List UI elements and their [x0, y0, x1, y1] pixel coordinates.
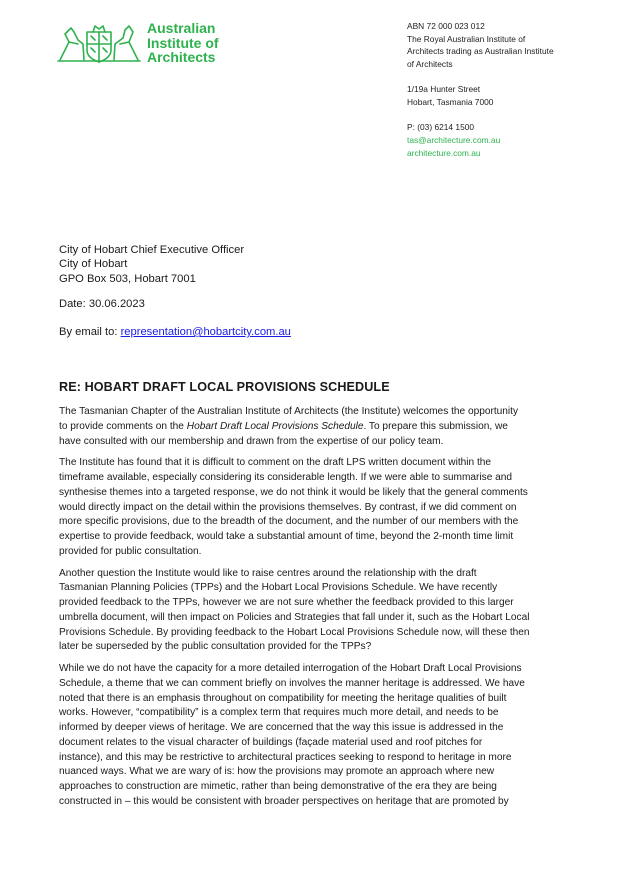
document-title: Hobart Draft Local Provisions Schedule: [186, 420, 364, 432]
logo-line: Institute of: [147, 34, 219, 51]
text-line: provided feedback to the TPPs, however we are not sure whether the feedback provided to this larger: [59, 597, 514, 608]
address-line: Hobart, Tasmania 7000: [407, 97, 494, 108]
legal-name-line: of Architects: [407, 59, 453, 70]
email-prefix: By email to:: [59, 326, 121, 338]
legal-name-line: Architects trading as Australian Institute: [407, 46, 554, 57]
kangaroo-emu-crest-icon: [57, 20, 141, 64]
text-line: would directly impact on the detail within the provisions themselves. By contrast, if we did comment on: [59, 501, 517, 513]
address-line: 1/19a Hunter Street: [407, 84, 481, 95]
recipient-email-link[interactable]: representation@hobartcity.com.au: [120, 326, 291, 338]
text-line: Another question the Institute would like to raise centres around the relationship with the draft: [59, 567, 477, 579]
text-line: informed by deeper views of heritage. We are concerned that the way this issue is addressed in the: [59, 722, 504, 733]
text-line: nuanced ways. What we are wary of is: how the provisions may promote an approach where new: [59, 766, 495, 778]
text-line: The Institute has found that it is difficult to comment on the draft LPS written document within the: [59, 457, 492, 469]
text-line: instance), and this may be restrictive to architectural practices seeking to respond to heritage in more: [59, 751, 512, 763]
text-span: . To prepare this submission, we: [363, 420, 508, 432]
logo-wordmark: [147, 21, 219, 65]
legal-details: [407, 20, 607, 71]
text-line: Schedule, a theme that we can comment briefly on involves the manner heritage is addressed. We have: [59, 677, 525, 689]
recipient-line: City of Hobart: [59, 258, 128, 271]
paragraph-difficulty: [59, 456, 564, 559]
text-line: works. However, “compatibility” is a complex term that requires much more detail, and needs to be: [59, 707, 499, 719]
email-line: [59, 325, 291, 339]
paragraph-intro: [59, 405, 564, 449]
abn: ABN 72 000 023 012: [407, 21, 485, 31]
letter-heading: RE: HOBART DRAFT LOCAL PROVISIONS SCHEDULE: [59, 380, 390, 394]
logo-line: Architects: [147, 49, 216, 65]
text-line: have consulted with our membership and drawn from the expertise of our policy team.: [59, 435, 444, 447]
letter-body: [59, 405, 564, 817]
text-line: umbrella document, will then impact on Policies and Strategies that fall under it, such as the Hobart Local: [59, 611, 530, 623]
contact-details: [407, 121, 607, 159]
paragraph-heritage: [59, 662, 564, 810]
text-line: document relates to the visual character of buildings (façade material used and roof pitches for: [59, 736, 483, 748]
text-line: timeframe available, especially considering its considerable length. If we were able to summarise and: [59, 472, 513, 483]
text-line: Provisions Schedule. By providing feedback to the Hobart Local Provisions Schedule now, will these then: [59, 626, 530, 638]
text-line: Tasmanian Planning Policies (TPPs) and the Hobart Local Provisions Schedule. We have recently: [59, 582, 498, 594]
text-line: While we do not have the capacity for a more detailed interrogation of the Hobart Draft Local Provisions: [59, 663, 522, 674]
text-line: noted that there is an emphasis throughout on compatibility for meeting the heritage qualities of built: [59, 692, 507, 704]
street-address: [407, 83, 607, 108]
recipient-line: GPO Box 503, Hobart 7001: [59, 272, 196, 285]
text-line: [59, 420, 564, 435]
website-link[interactable]: architecture.com.au: [407, 147, 481, 158]
letter-date: Date: 30.06.2023: [59, 298, 145, 310]
text-span: to provide comments on the: [59, 420, 187, 432]
text-line: more specific provisions, due to the breadth of the document, and the number of our members with the: [59, 516, 519, 528]
text-line: later be superseded by the public consultation provided for the TPPs?: [59, 641, 372, 653]
recipient-address: [59, 243, 244, 286]
aia-logo: [57, 20, 257, 70]
contact-email-link[interactable]: tas@architecture.com.au: [407, 134, 501, 145]
contact-block: [407, 20, 607, 159]
text-line: synthesise themes into a targeted response, we do not think it would be likely that the general comments: [59, 486, 528, 498]
text-line: approaches to construction are mimetic, rather than being demonstrative of the era they are being: [59, 781, 497, 792]
text-line: provided for public consultation.: [59, 545, 202, 557]
legal-name-line: The Royal Australian Institute of: [407, 33, 526, 44]
phone: P: (03) 6214 1500: [407, 122, 475, 133]
text-line: expertise to provide feedback, would take a substantial amount of time, beyond the 2-month time limit: [59, 531, 514, 542]
paragraph-tpps: [59, 567, 564, 656]
text-line: constructed in – this would be consistent with broader perspectives on heritage that are promoted by: [59, 795, 509, 807]
text-line: The Tasmanian Chapter of the Australian Institute of Architects (the Institute) welcomes the opportunity: [59, 406, 519, 417]
recipient-line: City of Hobart Chief Executive Officer: [59, 244, 245, 256]
logo-line: Australian: [147, 20, 216, 36]
